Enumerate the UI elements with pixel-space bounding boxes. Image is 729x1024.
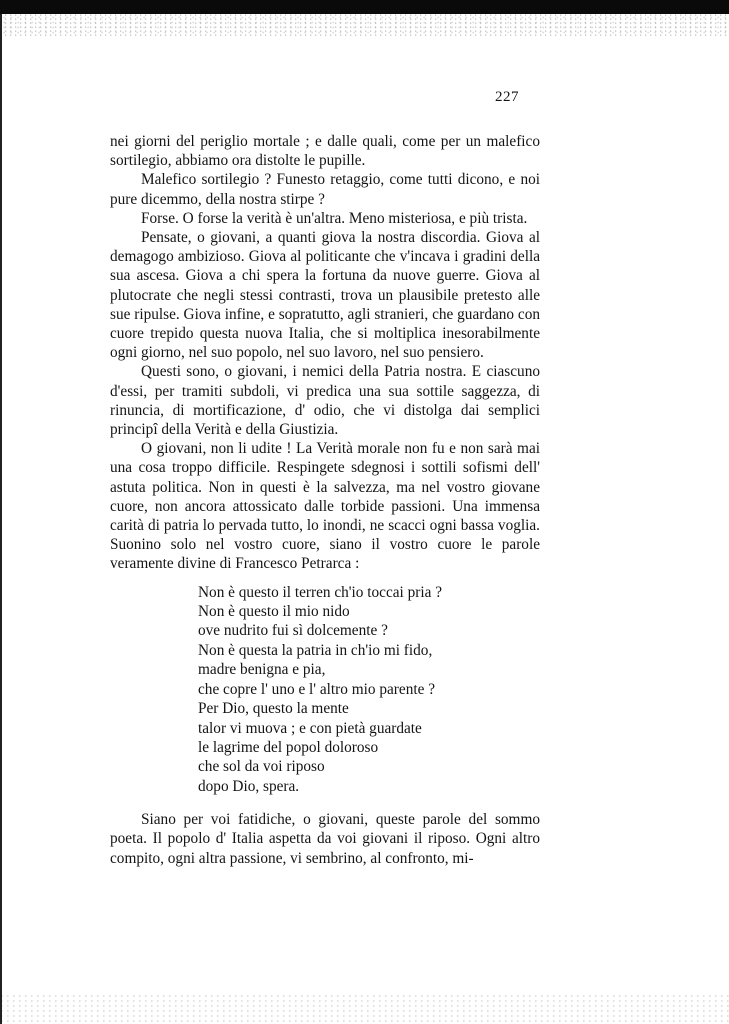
verse-line: madre benigna e pia,	[198, 661, 326, 679]
paragraph: Questi sono, o giovani, i nemici della Patria nostra. E ciascuno d'essi, per tramiti subdoli, vi predica una sua sottile saggezza, di rinuncia, di mortificazione, d' odio, che vi distolga dai semplici principî della Verità e della Giustizia.	[110, 363, 540, 439]
scan-noise-bottom	[0, 994, 729, 1024]
paragraph: Malefico sortilegio ? Funesto retaggio, come tutti dicono, e noi pure dicemmo, della nostra stirpe ?	[110, 171, 540, 208]
page-number: 227	[495, 89, 519, 105]
body-text	[110, 132, 540, 868]
verse-line: dopo Dio, spera.	[198, 777, 300, 795]
verse-line: che sol da voi riposo	[198, 758, 325, 776]
paragraph: Pensate, o giovani, a quanti giova la nostra discordia. Giova al demagogo ambizioso. Giova al politicante che v'incava i gradini della sua ascesa. Giova a chi spera la fortuna da nuove guerre. Giova al plutocrate che negli stessi contrasti, trova un plausibile pretesto alle sue ripulse. Giova infine, e sopratutto, agli stranieri, che guardano con cuore trepido questa nuova Italia, che si moltiplica inesorabilmente ogni giorno, nel suo popolo, nel suo lavoro, nel suo pensiero.	[110, 229, 540, 362]
verse-line: Non è questa la patria in ch'io mi fido,	[198, 641, 433, 659]
paragraph: nei giorni del periglio mortale ; e dalle quali, come per un malefico sortilegio, abbiamo ora distolte le pupille.	[110, 133, 540, 170]
verse-line: Per Dio, questo la mente	[198, 700, 349, 718]
verse-line: ove nudrito fui sì dolcemente ?	[198, 622, 388, 640]
verse-line: talor vi muova ; e con pietà guardate	[198, 719, 422, 737]
verse-line: le lagrime del popol doloroso	[198, 738, 379, 756]
scan-left-edge	[0, 14, 2, 1024]
paragraph: O giovani, non li udite ! La Verità morale non fu e non sarà mai una cosa troppo difficile. Respingete sdegnosi i sottili sofismi dell' astuta politica. Non in questi è la salvezza, ma nel vostro giovane cuore, non ancora attossicato dalle torbide passioni. Una immensa carità di patria lo pervada tutto, lo inondi, ne scacci ogni bassa voglia. Suonino solo nel vostro cuore, siano il vostro cuore le parole veramente divine di Francesco Petrarca :	[110, 440, 540, 573]
verse-line: Non è questo il terren ch'io toccai pria ?	[198, 583, 443, 601]
scan-top-border	[0, 0, 729, 14]
verse-line: che copre l' uno e l' altro mio parente ?	[198, 680, 435, 698]
verse-line: Non è questo il mio nido	[198, 603, 350, 621]
petrarca-verse	[198, 583, 540, 796]
closing-paragraph: Siano per voi fatidiche, o giovani, queste parole del sommo poeta. Il popolo d' Italia aspetta da voi giovani il riposo. Ogni altro compito, ogni altra passione, vi sembrino, al confronto, mi-	[110, 811, 540, 867]
scan-noise-top	[0, 14, 729, 36]
paragraph: Forse. O forse la verità è un'altra. Meno misteriosa, e più trista.	[141, 209, 528, 227]
